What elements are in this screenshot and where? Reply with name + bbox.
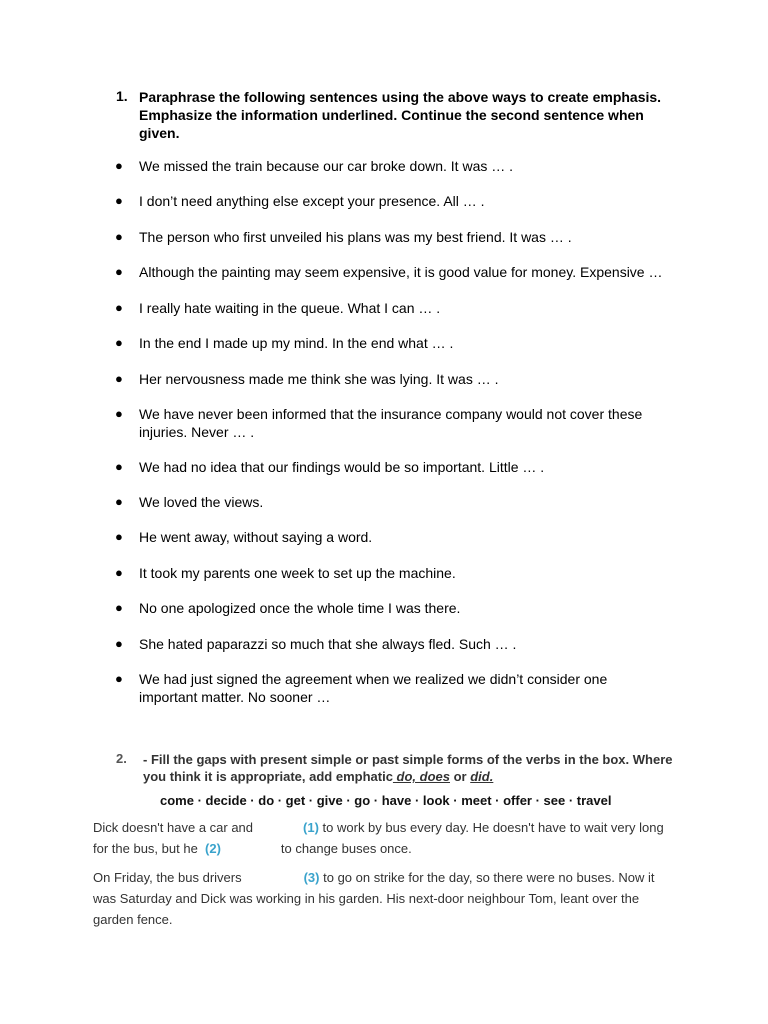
emphatic-do-does: do, does <box>392 769 450 784</box>
bullet-icon: ● <box>115 193 123 208</box>
bullet-icon: ● <box>115 406 123 421</box>
passage-paragraph-1 <box>93 817 664 859</box>
exercise-item <box>115 299 699 317</box>
exercise-item-line: I really hate waiting in the queue. What I can … . <box>139 300 441 316</box>
question-2-instruction <box>143 751 683 785</box>
instruction-line: Paraphrase the following sentences using the above ways to create emphasis. <box>139 89 662 105</box>
instruction-line <box>143 768 683 785</box>
passage-line <box>93 867 655 888</box>
bullet-icon: ● <box>115 371 123 386</box>
passage-text: On Friday, the bus drivers <box>93 870 242 885</box>
passage-text: to change buses once. <box>280 841 412 856</box>
verb-box: come · decide · do · get · give · go · have · look · meet · offer · see · travel <box>160 793 612 808</box>
exercise-item-line: I don’t need anything else except your presence. All … . <box>139 193 485 209</box>
bullet-icon: ● <box>115 459 123 474</box>
exercise-item-line: He went away, without saying a word. <box>139 529 373 545</box>
exercise-item <box>115 405 699 441</box>
exercise-item-line: She hated paparazzi so much that she always fled. Such … . <box>139 636 517 652</box>
bullet-icon: ● <box>115 600 123 615</box>
bullet-icon: ● <box>115 529 123 544</box>
exercise-item-line: In the end I made up my mind. In the end what … . <box>139 335 454 351</box>
emphatic-did: did. <box>470 769 494 784</box>
gap-3-marker[interactable]: (3) <box>303 870 320 885</box>
exercise-item-line: We missed the train because our car broke down. It was … . <box>139 158 514 174</box>
question-1-number: 1. <box>116 88 128 104</box>
question-2-number: 2. <box>116 751 127 766</box>
exercise-item <box>115 192 699 210</box>
exercise-item <box>115 370 699 388</box>
bullet-icon: ● <box>115 229 123 244</box>
bullet-icon: ● <box>115 264 123 279</box>
passage-line: garden fence. <box>93 912 173 927</box>
exercise-item <box>115 635 699 653</box>
exercise-item <box>115 670 699 706</box>
exercise-item <box>115 334 699 352</box>
passage-paragraph-2 <box>93 867 655 930</box>
exercise-item <box>115 228 699 246</box>
gap-1-marker[interactable]: (1) <box>303 820 319 835</box>
exercise-item-line: We have never been informed that the insurance company would not cover these <box>139 406 643 422</box>
gap-2-marker[interactable]: (2) <box>205 841 221 856</box>
bullet-icon: ● <box>115 494 123 509</box>
passage-line <box>93 817 664 838</box>
exercise-item <box>115 599 699 617</box>
instruction-line: - Fill the gaps with present simple or past simple forms of the verbs in the box. Where <box>143 752 673 767</box>
bullet-icon: ● <box>115 565 123 580</box>
exercise-item-line: injuries. Never … . <box>139 424 255 440</box>
exercise-item <box>115 458 699 476</box>
passage-text: to go on strike for the day, so there were no buses. Now it <box>323 870 655 885</box>
question-1-instruction <box>139 88 699 142</box>
exercise-item-line: We loved the views. <box>139 494 264 510</box>
passage-text: Dick doesn't have a car and <box>93 820 254 835</box>
bullet-icon: ● <box>115 335 123 350</box>
instruction-line: given. <box>139 125 180 141</box>
exercise-item-line: important matter. No sooner … <box>139 689 331 705</box>
passage-line <box>93 838 664 859</box>
exercise-item <box>115 263 699 281</box>
passage-text: for the bus, but he <box>93 841 198 856</box>
exercise-item-line: Although the painting may seem expensive, it is good value for money. Expensive … <box>139 264 663 280</box>
passage-text: to work by bus every day. He doesn't have to wait very long <box>322 820 664 835</box>
exercise-item <box>115 157 699 175</box>
instruction-line: Emphasize the information underlined. Continue the second sentence when <box>139 107 644 123</box>
bullet-icon: ● <box>115 671 123 686</box>
passage-line: was Saturday and Dick was working in his garden. His next-door neighbour Tom, leant over the <box>93 891 640 906</box>
bullet-icon: ● <box>115 636 123 651</box>
exercise-item-line: The person who first unveiled his plans was my best friend. It was … . <box>139 229 572 245</box>
exercise-item-line: No one apologized once the whole time I was there. <box>139 600 461 616</box>
exercise-item-line: We had no idea that our findings would be so important. Little … . <box>139 459 545 475</box>
exercise-item-line: We had just signed the agreement when we realized we didn’t consider one <box>139 671 608 687</box>
exercise-item-line: Her nervousness made me think she was lying. It was … . <box>139 371 499 387</box>
bullet-icon: ● <box>115 300 123 315</box>
exercise-item-line: It took my parents one week to set up the machine. <box>139 565 456 581</box>
instruction-text: you think it is appropriate, add emphatic <box>143 769 393 784</box>
bullet-icon: ● <box>115 158 123 173</box>
exercise-item <box>115 528 699 546</box>
instruction-or: or <box>450 769 471 784</box>
exercise-item <box>115 493 699 511</box>
exercise-item <box>115 564 699 582</box>
